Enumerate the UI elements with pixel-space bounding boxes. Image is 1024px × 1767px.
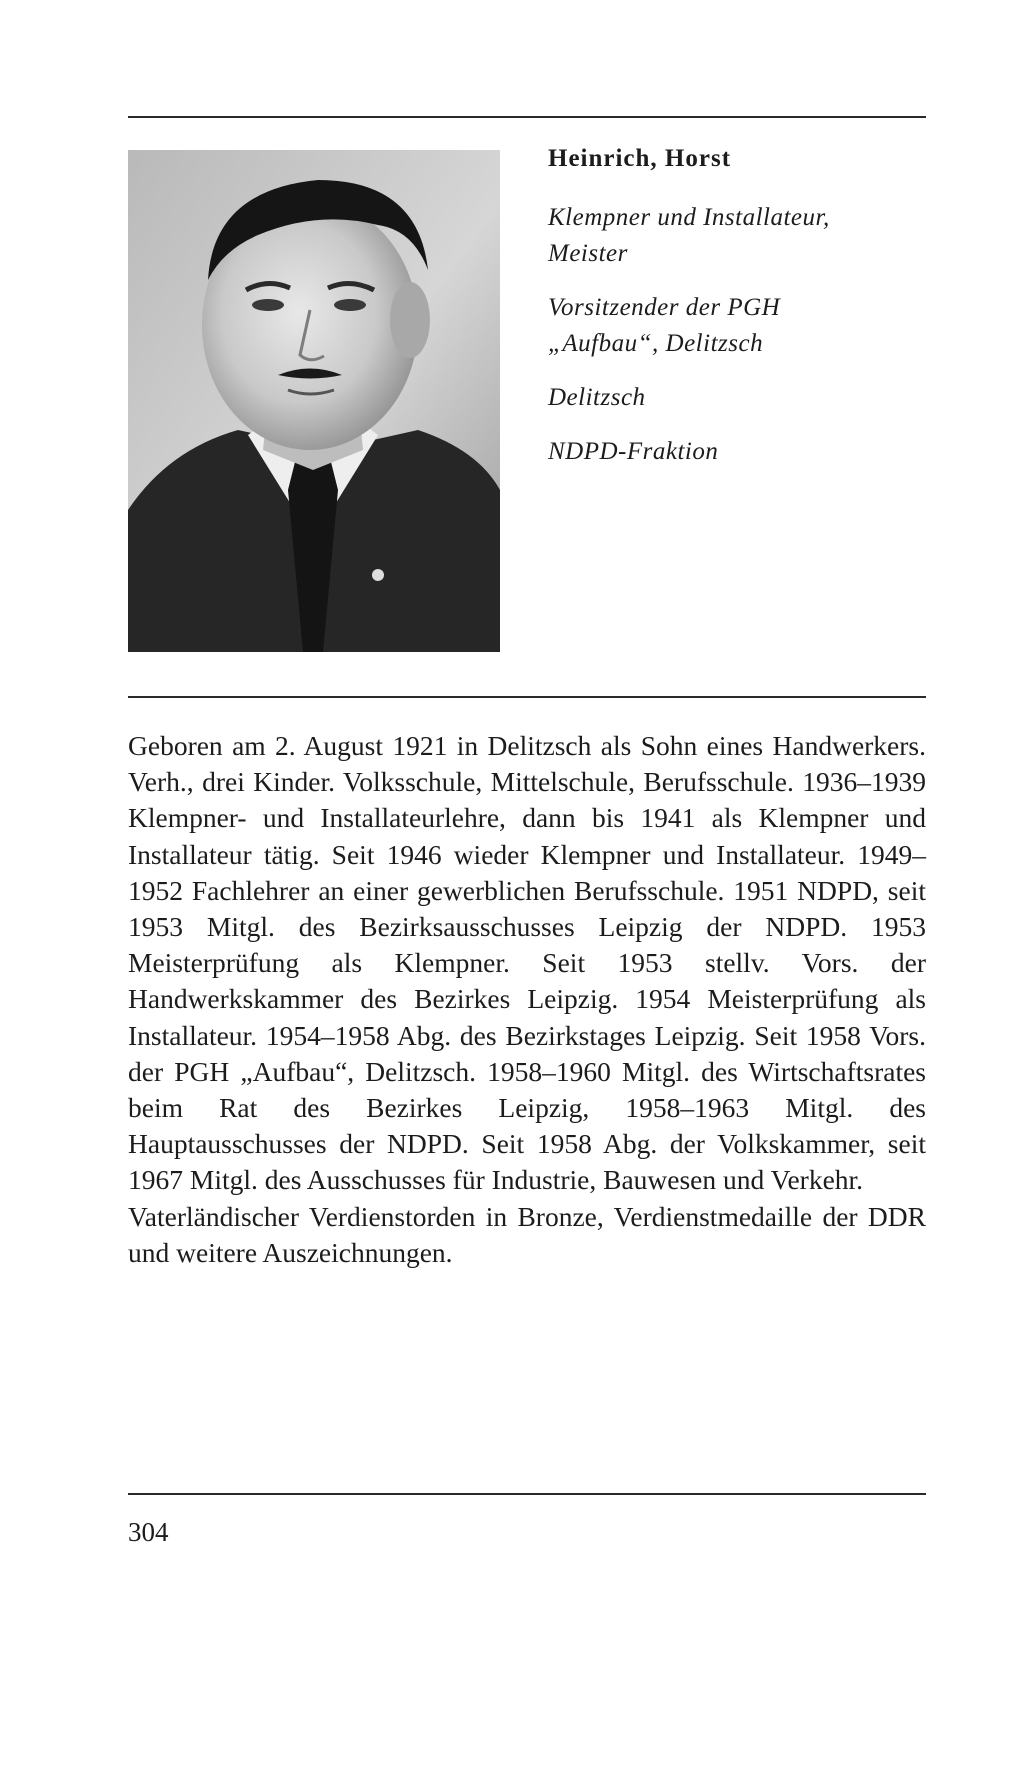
top-rule: [128, 116, 926, 118]
bottom-rule: [128, 1493, 926, 1495]
person-name: Heinrich, Horst: [548, 145, 732, 172]
profession: Klempner und Installateur, Meister: [548, 204, 830, 267]
awards-paragraph: Vaterländischer Verdienstorden in Bronze, Verdienstmedaille der DDR und weitere Auszeichnungen.: [128, 1200, 926, 1268]
portrait-photo: [128, 150, 500, 652]
constituency: Delitzsch: [548, 384, 646, 411]
position: Vorsitzender der PGH „Aufbau“, Delitzsch: [548, 294, 781, 357]
biography-paragraph: Geboren am 2. August 1921 in Delitzsch als Sohn eines Handwerkers. Verh., drei Kinder. Volksschule, Mittelschule, Berufsschule. 1936–1939 Klempner- und Installateurlehre, dann bis 1941 als Klempner und Installateur tätig. Seit 1946 wieder Klempner und Installateur. 1949–1952 Fachlehrer an einer gewerblichen Berufsschule. 1951 NDPD, seit 1953 Mitgl. des Bezirksausschusses Leipzig der NDPD. 1953 Meisterprüfung als Klempner. Seit 1953 stellv. Vors. der Handwerkskammer des Bezirkes Leipzig. 1954 Meisterprüfung als Installateur. 1954–1958 Abg. des Bezirkstages Leipzig. Seit 1958 Vors. der PGH „Aufbau“, Delitzsch. 1958–1960 Mitgl. des Wirtschaftsrates beim Rat des Bezirkes Leipzig, 1958–1963 Mitgl. des Hauptausschusses der NDPD. Seit 1958 Abg. der Volkskammer, seit 1967 Mitgl. des Ausschusses für Industrie, Bauwesen und Verkehr.: [128, 730, 926, 1196]
page-number: 304: [128, 1517, 169, 1547]
biography: [128, 728, 926, 1271]
middle-rule: [128, 696, 926, 698]
faction: NDPD-Fraktion: [548, 438, 719, 465]
entry-info: [548, 144, 928, 488]
